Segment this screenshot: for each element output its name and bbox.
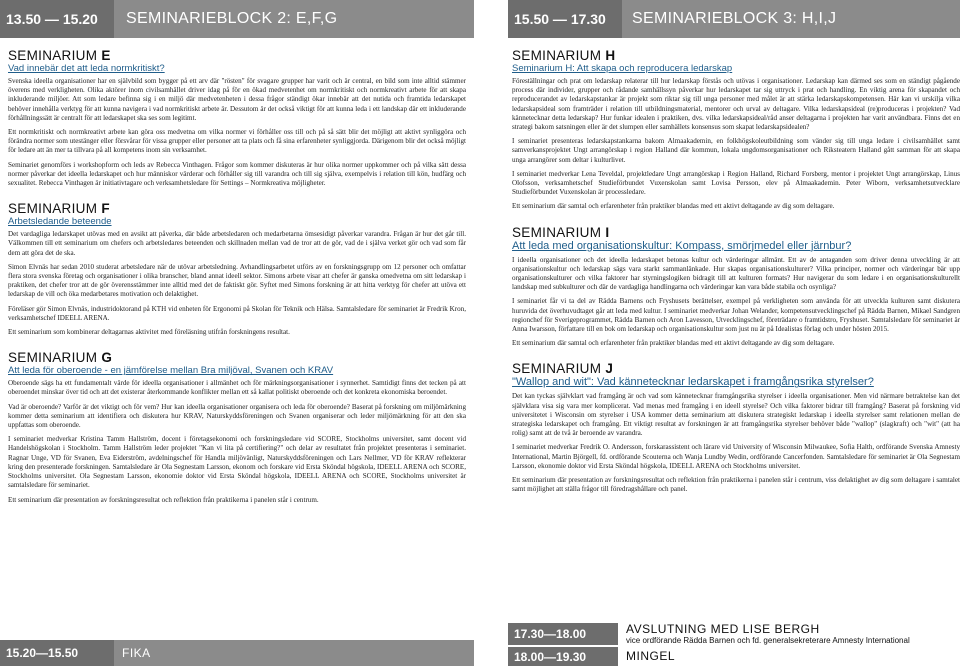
block-3-time: 15.50 — 17.30 xyxy=(508,0,622,38)
seminar-e-subtitle: Vad innebär det att leda normkritiskt? xyxy=(8,63,165,74)
seminar-h-paragraph: Ett seminarium där samtal och erfarenheter från praktiker blandas med ett aktivt deltagande av dig som deltagare. xyxy=(512,202,835,211)
closing-title: AVSLUTNING MED LISE BERGH xyxy=(626,622,820,636)
seminar-j-title: SEMINARIUM J xyxy=(512,361,614,377)
seminar-e-paragraph: Svenska ideella organisationer har en självbild som bygger på ett arv där "rösten" för svagare grupper har varit och är central, en bild som inte alltid stämmer överens med verkligheten. Olika aktörer inom civilsamhället driver idag på för en ökad medvetenhet om normkritiskt och normkreativt arbete för att skapa inkluderande miljöer. Att som ledare befinna sig i en miljö där medvetenheten i dessa frågor ständigt ökar innebär att det nutida och framtida ledarskapet behöver innehålla verktyg för att kunna navigera i vad normkritiskt arbete är. Dessutom är det också viktigt för att kunna leda i ett landskap där ett inkluderande förhållningssätt är centralt för att ledarskapet ska ses som legitimt. xyxy=(8,77,466,122)
mingel-time: 18.00—19.30 xyxy=(508,647,618,666)
seminar-h-paragraph: I seminariet medverkar Lena Teveldal, projektledare Ungt arrangörskap i Region Halland, Richard Forsberg, mentor i projektet Ungt arrangörskap, Linus Olofsson, verksamhetschef Studieförbundet Vuxenskolan samt Lovisa Persson, elev på Almaakademin. Peter Wiborn, verksamhetsutvecklare Studieförbundet Vuxenskolan är processledare. xyxy=(512,169,960,197)
closing-row xyxy=(508,623,960,645)
seminar-j-paragraph: Det kan tyckas självklart vad framgång är och vad som kännetecknar framgångsrika styrelser i ideella organisationer. Men vid närmare betraktelse kan det självklara visa sig vara mer komplicerat. Vad menas med framgång i en ideell styrelse? Och vilka faktorer bidrar till framgång? Baserat på forskning vid universitetet i Wisconsin om styrelser i USA kommer detta seminarium att diskutera strategiskt ledarskap i ideella styrelser samt relationen mellan de strategiska ledarskapet och framgång. Ett viktigt resultat av forskningen är att framgångsrika styrelser behöver både "wallop" (slagkraft) och "wit" (att ha rolig) samt att de två är beroende av varandra. xyxy=(512,392,960,438)
seminar-f-paragraph: Simon Elvnäs har sedan 2010 studerat arbetsledare när de utövar arbetsledning. Avhandlingsarbetet utförs av en forskningsgrupp om 12 personer och omfattar flera stora svenska företag och organisationer i olika branscher, bland annat ideell sektor. Simons arbete visar att chefer är ganska omedvetna om sitt ledarskap i praktiken, det chefer tror att de gör överensstämmer inte alltid med det de faktiskt gör. Syftet med Simons forskning är att hitta verktyg för chefer att utöva ett ledarskap de vill och öka medarbetares motivation och delaktighet. xyxy=(8,262,466,299)
mingel-title: MINGEL xyxy=(626,649,676,663)
closing-subtitle: vice ordförande Rädda Barnen och fd. generalsekreterare Amnesty International xyxy=(626,636,910,645)
seminar-e-paragraph: Seminariet genomförs i workshopform och leds av Rebecca Vinthagen. Frågor som kommer diskuteras är hur olika normer uppkommer och på vilka sätt dessa normer påverkar det ideella ledarskapet och hur människor värderar och förhåller sig till varandra och till sig själva, exempelvis i relation till kön, hudfärg och sexualitet. Rebecca Vinthagen är initiativtagare och verksamhetsledare för Settings – Normkreativa möjligheter. xyxy=(8,160,466,188)
closing-section xyxy=(508,623,960,666)
seminar-g-title: SEMINARIUM G xyxy=(8,350,113,366)
seminar-h-paragraph: Föreställningar och prat om ledarskap relaterar till hur ledarskap förstås och utövas i organisationer. Ledarskap kan därmed ses som en ständigt pågående process där individer, grupper och rådande samhällssyn påverkar hur ledarskapet tar sig uttryck i prat och handling. En viktig arena för skapandet och reproducerandet av ledarskapstankar är projekt som riktar sig till unga personer med målet är att stärka ledarskapskompetensen. Här kan vi urskilja vilka ledarskapsideal som framträder i relation till utbildningsmaterial, mentorer och urval av deltagare. Vilka ledarskapsideal (re)produceras i projekten? Vad kännetecknar detta ledarskap? Hur funkar idealen i praktiken, dvs. vilka ledarskapsideal/råd anser deltagarna i projekten har varit användbara. Finns det en strategi bakom satsningen eller är det slumpen eller samhällets konsensus som skapat ledarskapsidealen? xyxy=(512,77,960,132)
seminar-h-subtitle: Seminarium H: Att skapa och reproducera ledarskap xyxy=(512,63,733,74)
seminar-g-paragraph: I seminariet medverkar Kristina Tamm Hallström, docent i företagsekonomi och forskningsledare vid SCORE, Stockholms universitet, samt docent vid Handelshögskolan i Stockholm. Tamm Hallström leder projektet "Kan vi lita på certifiering?" och delar av resultatet från projektet presenteras i seminariet. Ragnar Unge, VD för Svanen, Eva Eiderström, avdelningschef för Handla miljövänligt, Naturskyddsföreningen och Lars Nellmer, VD för KRAV reflekterar kring den presenterade forskningen. Samtalsledare är Ola Segnestam Larsson, ekonom och forskare vid Ersta Sköndal högskola, IDEELL ARENA och SCORE, Stockholms universitet. Ola Segnestam Larsson, ekonomie doktor vid Ersta Sköndal högskola, IDEELL ARENA och SCORE, Stockholms universitet är samtalsledare för seminariet. xyxy=(8,435,466,490)
right-column xyxy=(508,0,960,500)
block-2-title: SEMINARIEBLOCK 2: E,F,G xyxy=(126,10,338,27)
block-3-header xyxy=(508,0,960,38)
fika-bar xyxy=(0,640,474,666)
seminar-f-subtitle: Arbetsledande beteende xyxy=(8,216,112,228)
seminar-i-subtitle: Att leda med organisationskultur: Kompass, smörjmedel eller järnbur? xyxy=(512,239,852,252)
closing-time: 17.30—18.00 xyxy=(508,623,618,645)
seminar-g-paragraph: Oberoende sägs ha ett fundamentalt värde för ideella organisationer i allmänhet och för märkningsorganisationer i synnerhet. Samtidigt finns det tecken på att oberoendet minskar över tid och att det existerar återkommande konflikter mellan ett så kallat politiskt oberoende och det konkreta ekonomiska beroendet. xyxy=(8,379,466,397)
mingel-row xyxy=(508,647,960,666)
seminar-g-paragraph: Vad är oberoende? Varför är det viktigt och för vem? Hur kan ideella organisationer organisera och leda för oberoende? Baserat på forskning om miljömärkning kommer detta seminarium att identifiera och diskutera hur KRAV, Naturskyddsföreningen och Svanen organiserar och leder miljömärkning för att den ska uppfattas som oberoende. xyxy=(8,402,466,430)
seminar-f-paragraph: Ett seminarium som kombinerar deltagarnas aktivitet med föreläsning utifrån forskningens resultat. xyxy=(8,328,290,337)
block-2-time: 13.50 — 15.20 xyxy=(0,0,114,38)
left-column xyxy=(0,0,474,510)
block-2-header xyxy=(0,0,474,38)
seminar-f-paragraph: Föreläser gör Simon Elvnäs, industridoktorand på KTH vid enheten för Ergonomi på Skolan för Teknik och Hälsa. Samtalsledare för seminariet är Fredrik Kron, verksamhetschef IDEELL ARENA. xyxy=(8,304,466,322)
seminar-e-title: SEMINARIUM E xyxy=(8,48,111,63)
seminar-h-title: SEMINARIUM H xyxy=(512,48,616,63)
seminar-j-paragraph: I seminariet medverkar Fredrik O. Andersson, forskarassistent och lärare vid University of Wisconsin Milwaukee, Sofia Halth, ordförande Svenska Amnesty International, Martin Björgell, fd. ordförande Scouterna och Wanja Lundby Wedin, ordförande Cancerfonden. Samtalsledare för seminariet är Ola Segnestam Larsson, ekonomie doktor vid Ersta Sköndal högskola, IDEELL ARENA och Stockholms universitet. xyxy=(512,443,960,470)
fika-time: 15.20—15.50 xyxy=(0,640,114,666)
seminar-j-paragraph: Ett seminarium där presentation av forskningsresultat och reflektion från praktikerna i panelen står i centrum, viss delaktighet av dig som deltagare i samtalet samt möjlighet att ställa frågor till föredragshållare och panel. xyxy=(512,476,960,494)
fika-label: FIKA xyxy=(122,646,151,660)
seminar-f-paragraph: Det vardagliga ledarskapet utövas med en avsikt att påverka, där både arbetsledaren och medarbetarna ömsesidigt påverkar varandra. Frågan är hur det går till. Välkommen till ett seminarium om chefers och arbetsledares beteenden och skillnaden mellan vad de tror att de gör, vad de i själva verket gör och vad som får dem att göra det de ska. xyxy=(8,230,466,257)
seminar-i-paragraph: I ideella organisationer och det ideella ledarskapet betonas kultur och värderingar allmänt. Ett av de antaganden som driver denna utveckling är att organisationskultur och ledarskap sägs vara starkt sammanlänkade. Hur skapas organisationskulturer? Vilka principer, normer och värderingar bär upp organisationskulturer och vilka faktorer har styrningslogiken bidragit till att kulturen formats? Hur navigerar du som ledare i en organisationskulturellt landskap med subkulturer och där de vardagliga handlingarna och värderingar kan vara både stabila och osynliga? xyxy=(512,255,960,292)
seminar-i-paragraph: Ett seminarium där samtal och erfarenheter från praktiker blandas med ett aktivt deltagande av dig som deltagare. xyxy=(512,339,835,348)
seminar-g-paragraph: Ett seminarium där presentation av forskningsresultat och reflektion från praktikerna i panelen står i centrum. xyxy=(8,495,319,504)
seminar-f-title: SEMINARIUM F xyxy=(8,201,110,217)
block-3-title: SEMINARIEBLOCK 3: H,I,J xyxy=(632,10,837,27)
seminar-j-subtitle: "Wallop and wit": Vad kännetecknar ledarskapet i framgångsrika styrelser? xyxy=(512,376,874,389)
seminar-h-paragraph: I seminariet presenteras ledarskapstankarna bakom Almaakademin, en folkhögskoleutbildning som vänder sig till unga ledare i civilsamhället samt samverkansprojektet Ungt arrangörskap i region Halland där kommun, lokala ungdomsorganisationer och Riksteatern Halland gått samman för att skapa unga arrangörer som deltar i kulturlivet. xyxy=(512,137,960,164)
seminar-e-paragraph: Ett normkritiskt och normkreativt arbete kan göra oss medvetna om vilka normer vi förhåller oss till och på så sätt blir det möjligt att aktivt synliggöra och förändra normer som utestänger eller försvårar för vissa grupper eller personer att ta plats och få sina erfarenheter synliggjorda. Därigenom blir det också möjligt för ledare att än mer ta tillvara på all kompetens inom sin verksamhet. xyxy=(8,128,466,155)
seminar-i-title: SEMINARIUM I xyxy=(512,224,610,240)
seminar-i-paragraph: I seminariet får vi ta del av Rädda Barnens och Fryshusets berättelser, exempel på verkligheten som använda för att utveckla kulturen samt diskutera huruvida det överhuvudtaget går att leda med kultur. I seminariet medverkar Johan Welander, kompetensutvecklingschef på Rädda Barnen, Mikael Sandgren regionchef för Sverigeprogrammet, Rädda Barnen och Aron Lavesson, Utvecklingschef, företrädare o framtidstro, Fryshuset. Samtalsledare för seminariet är Anna Iwarsson, författare till en bok om ledarskap och organisationskultur som just nu är på Idealistas förlag och under hösten 2015. xyxy=(512,297,960,334)
seminar-g-subtitle: Att leda för oberoende - en jämförelse mellan Bra miljöval, Svanen och KRAV xyxy=(8,365,334,377)
